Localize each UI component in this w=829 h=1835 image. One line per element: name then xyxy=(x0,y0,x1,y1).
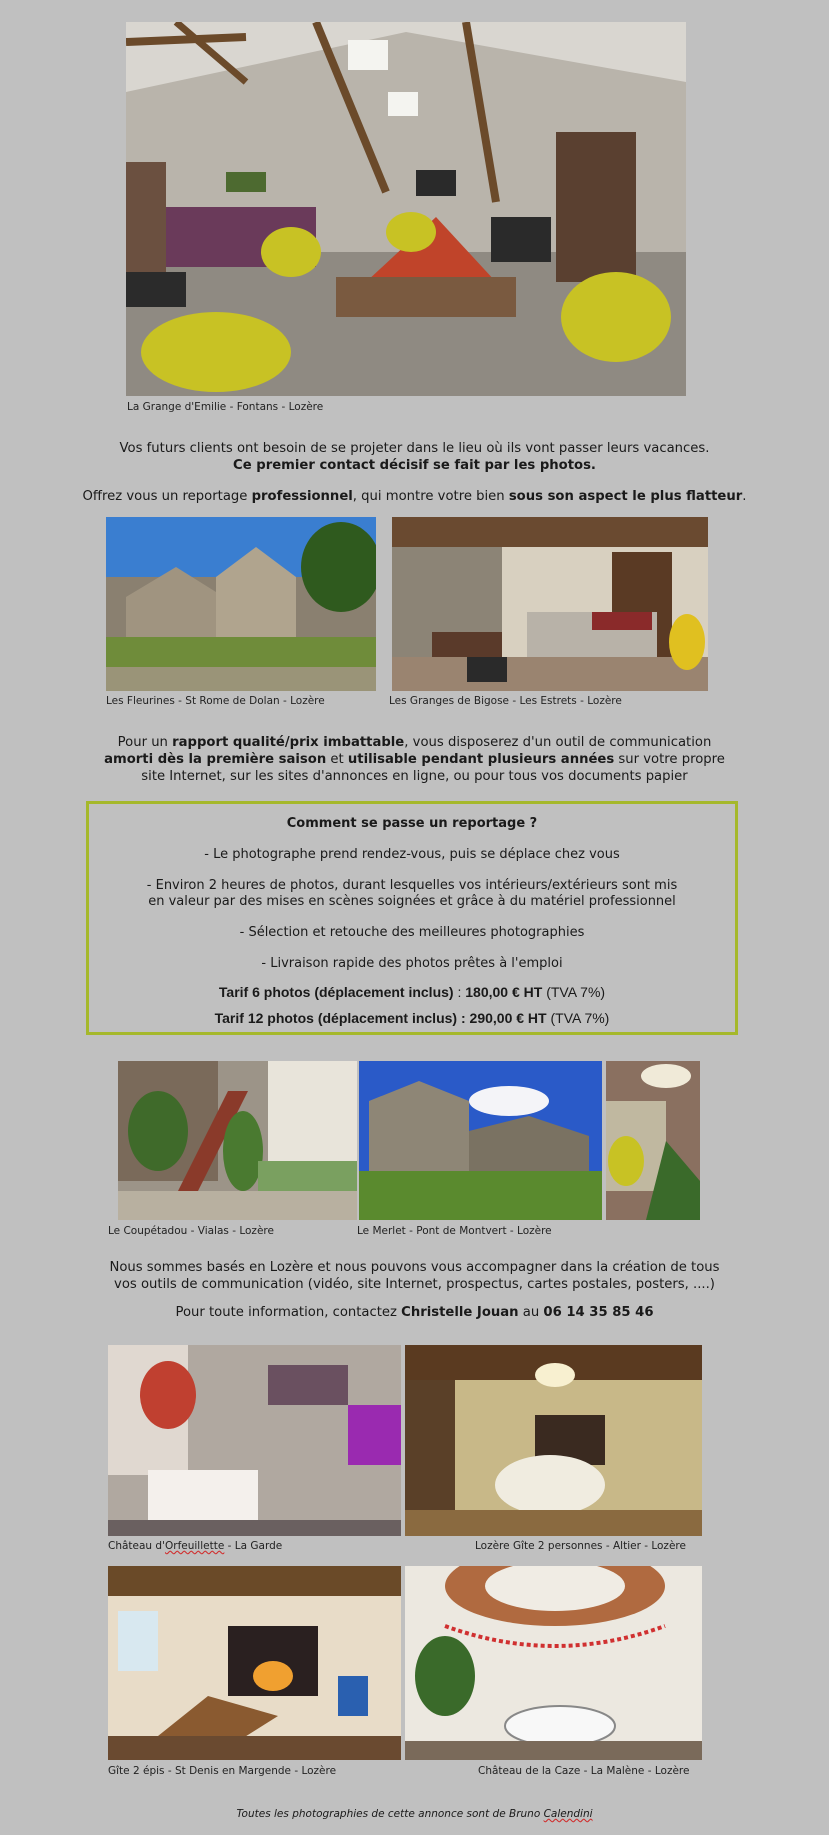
offer-text: Offrez vous un reportage professionnel, qui montre votre bien sous son aspect le plus flatteur. xyxy=(82,489,747,504)
step-2a: - Environ 2 heures de photos, durant lesquelles vos intérieurs/extérieurs sont mis xyxy=(146,878,678,893)
intro-text: Vos futurs clients ont besoin de se projeter dans le lieu où ils vont passer leurs vacances. Ce premier contact décisif se fait par les photos. xyxy=(119,441,710,473)
photo-coupetadou xyxy=(118,1061,357,1220)
photo-fleurines xyxy=(106,517,376,691)
lozere-text: Nous sommes basés en Lozère et nous pouvons vous accompagner dans la création de tous vos outils de communication (vidéo, site Internet, prospectus, cartes postales, posters, ....) xyxy=(109,1260,720,1292)
photo-granges-bigose xyxy=(392,517,708,691)
step-3: - Sélection et retouche des meilleures photographies xyxy=(239,925,585,940)
photo-gite-2-epis xyxy=(108,1566,401,1760)
step-4: - Livraison rapide des photos prêtes à l'emploi xyxy=(261,956,563,971)
photo-credit: Toutes les photographies de cette annonce sont de Bruno Calendini xyxy=(236,1808,593,1820)
value-text: Pour un rapport qualité/prix imbattable, vous disposerez d'un outil de communication amorti dès la première saison et utilisable pendant plusieurs années sur votre propre site Internet, sur les sites d'annonces en ligne, ou pour tous vos documents papier xyxy=(104,735,725,784)
contact-text: Pour toute information, contactez Christelle Jouan au 06 14 35 85 46 xyxy=(175,1305,654,1320)
photo-caption: Château d'Orfeuillette - La Garde xyxy=(108,1540,283,1552)
photo-grange-emilie xyxy=(126,22,686,396)
photo-caption: Lozère Gîte 2 personnes - Altier - Lozère xyxy=(475,1540,686,1552)
photo-caption: Gîte 2 épis - St Denis en Margende - Lozère xyxy=(108,1765,337,1777)
reportage-box xyxy=(86,801,738,1035)
photo-caption: Château de la Caze - La Malène - Lozère xyxy=(478,1765,690,1777)
photo-caption: Les Fleurines - St Rome de Dolan - Lozère xyxy=(106,695,325,707)
tarif-12: Tarif 12 photos (déplacement inclus) : 290,00 € HT (TVA 7%) xyxy=(214,1010,610,1026)
photo-merlet xyxy=(359,1061,602,1220)
photo-caption: Le Coupétadou - Vialas - Lozère xyxy=(108,1225,274,1237)
step-1: - Le photographe prend rendez-vous, puis se déplace chez vous xyxy=(204,847,620,862)
photo-caption: Les Granges de Bigose - Les Estrets - Lozère xyxy=(389,695,622,707)
photo-altier xyxy=(405,1345,702,1536)
photo-orfeuillette xyxy=(108,1345,401,1536)
photo-flowers xyxy=(606,1061,700,1220)
photo-caption: La Grange d'Emilie - Fontans - Lozère xyxy=(127,401,324,413)
photo-caption: Le Merlet - Pont de Montvert - Lozère xyxy=(357,1225,552,1237)
tarif-6: Tarif 6 photos (déplacement inclus) : 180,00 € HT (TVA 7%) xyxy=(218,984,606,1000)
step-2b: en valeur par des mises en scènes soignées et grâce à du matériel professionnel xyxy=(148,894,676,909)
photo-chateau-caze xyxy=(405,1566,702,1760)
box-title: Comment se passe un reportage ? xyxy=(286,816,538,831)
